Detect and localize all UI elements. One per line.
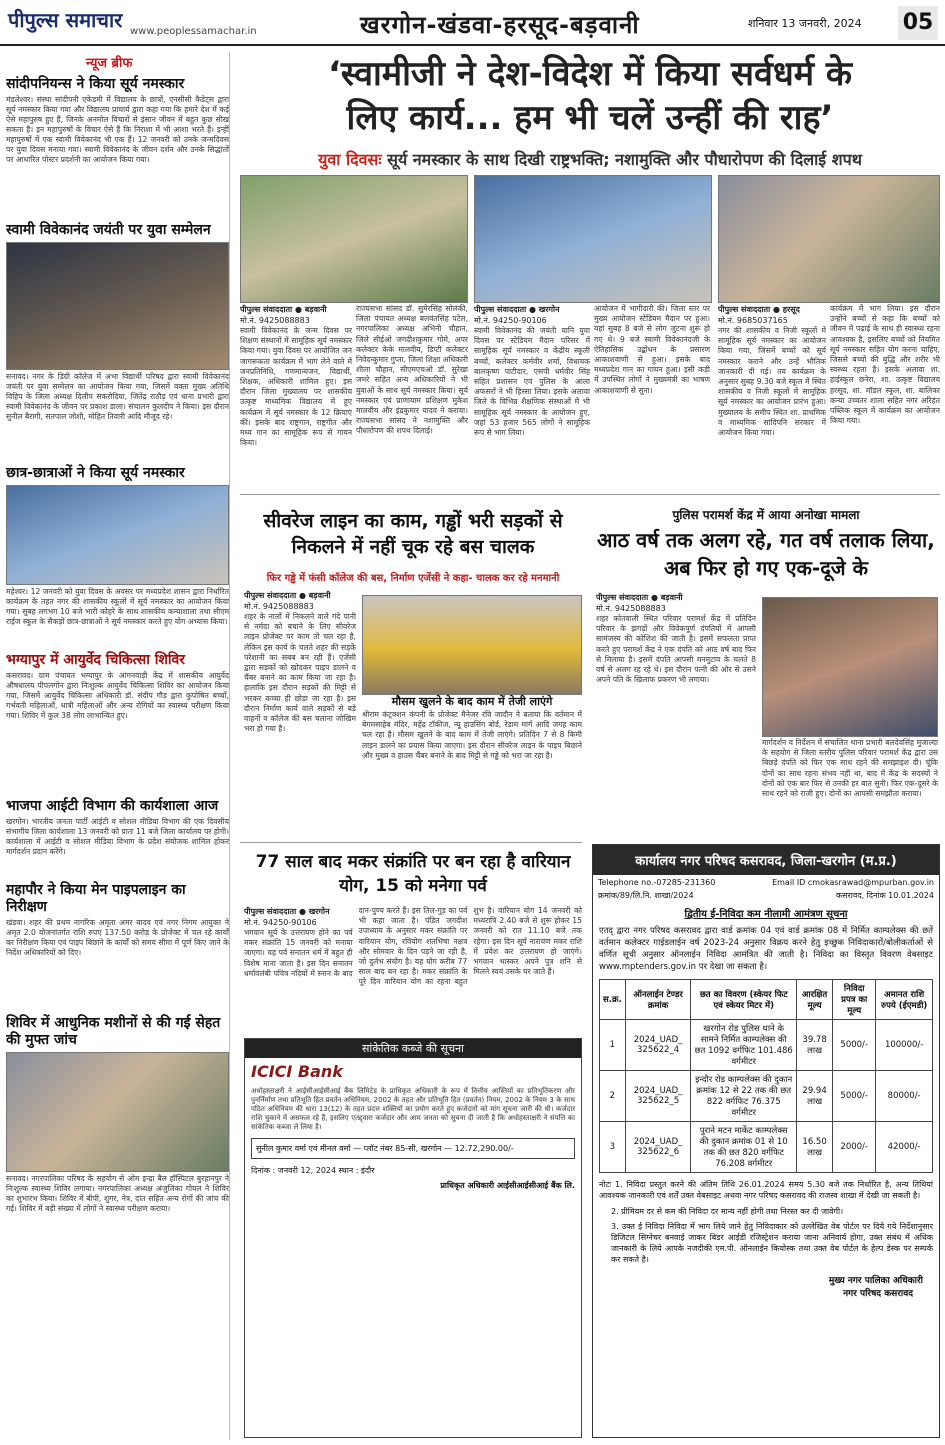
table-cell: 100000/- [876, 1020, 933, 1071]
table-cell: 1 [600, 1020, 626, 1071]
lead-photo-barwani [240, 175, 468, 303]
brief-title: भग्यापुर में आयुर्वेद चिकित्सा शिविर [6, 652, 185, 668]
lead-sub-highlight: युवा दिवसः [318, 150, 382, 169]
tender-note-3: 3. उक्त ई निविदा निविदा में भाग लिये जाने हेतु निविदाकार को उल्लेखित वेब पोर्टल पर दिये गये निर्देशानुसार डिजिटल सिग्नेचर बनवाई जाकर बिडर आईडी रजिस्ट्रेशन कराया जाना अनिवार्य होगा, उक्त संबंध में अधिक जानकारी के लिये आपके नजदीकी एम.पी. ऑनलाईन कियोस्क तथा उक्त वेब पोर्टल के हेल्प डेस्क पर सम्पर्क कर सकते है। [611, 1222, 933, 1264]
col-header: ऑनलाईन टेण्डर क्रमांक [625, 980, 691, 1020]
tender-notice [592, 844, 940, 1438]
lead-col-5 [718, 304, 826, 484]
col-header: आरक्षित मूल्य [797, 980, 833, 1020]
brief-title: सांदीपनियन्स ने किया सूर्य नमस्कार [6, 76, 185, 92]
mobile-number: मो.नं. 9425088883 [596, 604, 666, 613]
mobile-number: मो.नं. 9685037165 [718, 316, 788, 325]
lead-col-3 [474, 304, 590, 484]
brief-body: खंडवा। शहर की प्रथम नागरिक अमृता अमर यादव एवं नगर निगम आयुक्त ने अमृत 2.0 योजनांतर्गत राशि रुपए 137.50 करोड़ के प्रोजेक्ट में चल रहे कार्यों का निरीक्षण किया एवं पाइप बिछाने के कार्यों को समय सीमा में पूर्ण किए जाने के निर्देश अधिकारियों को दिए। [6, 918, 229, 957]
icici-notice-title: सांकेतिक कब्जे की सूचना [245, 1039, 581, 1058]
tender-ref [593, 890, 939, 904]
byline: पीपुल्स संवाददाता ● बड़वानी [244, 591, 331, 600]
tender-table-header [600, 980, 933, 1020]
tender-tel: Telephone no.-07285-231360 [598, 878, 716, 887]
lead-photo-khargone [474, 175, 712, 303]
brief-title: महापौर ने किया मेन पाइपलाइन का निरीक्षण [6, 882, 186, 915]
brief-body: सनावद। नगर के डिग्री कॉलेज में अभा विद्यार्थी परिषद द्वारा स्वामी विवेकानंद जयंती पर युवा सम्मेलन का आयोजन किया गया, जिसमें वक्ता मुख्य अतिथि विहिप के जिला अध्यक्ष दिलीप सकरोदिया, जितेंद्र राठौड़ एवं थाना प्रभारी द्वारा स्वामी विवेकानंद के जीवन पर प्रकाश डाला। संचालन कुलदीप ने किया। इस दौरान सुनील बैरागी, सतपाल जोशी, मोहित तिवारी आदि मौजूद रहे। [6, 372, 229, 421]
divider [240, 842, 582, 843]
brief-title: शिविर में आधुनिक मशीनों से की गई सेहत की मुफ्त जांच [6, 1015, 221, 1048]
table-cell: 29.94 लाख [797, 1071, 833, 1122]
table-cell: 80000/- [876, 1071, 933, 1122]
issue-date: शनिवार 13 जनवरी, 2024 [748, 17, 862, 30]
table-cell: 2000/- [833, 1122, 876, 1173]
sewer-deck: फिर गड्ढे में फंसी कॉलेज की बस, निर्माण एजेंसी ने कहा- चालक कर रहे मनमानी [266, 573, 560, 584]
icici-signatory: प्राधिकृत अधिकारी आईसीआईसीआई बैंक लि. [440, 1181, 575, 1190]
table-cell: 2 [600, 1071, 626, 1122]
tender-note-1: नोटः 1. निविदा प्रस्तुत करने की अंतिम तिथि 26.01.2024 समय 5.30 बजे तक निर्धारित है, अन्य तिथियां आवश्यक जानकारी एवं शर्तें उक्त वेबसाइट अथवा नगर परिषद कसरावद की राजस्व शाखा में देखी जा सकती है। [599, 1180, 933, 1200]
byline: पीपुल्स संवाददाता ● बड़वानी [596, 593, 683, 602]
table-row [600, 1071, 933, 1122]
mobile-number: मो.नं. 94250-90106 [474, 316, 547, 325]
byline: पीपुल्स संवाददाता ● खरगोन [244, 907, 330, 916]
tender-ref-date: कसरावद, दिनांक 10.01.2024 [835, 891, 934, 900]
table-cell: 42000/- [876, 1122, 933, 1173]
icici-table-row: सुनील कुमार वर्मा एवं मीनल वर्मा — प्लॉट नंबर 85-सी, खरगोन — 12.72,290.00/- [251, 1138, 575, 1159]
mobile-number: मो.नं. 9425088883 [240, 316, 310, 325]
col-header: स.क्र. [600, 980, 626, 1020]
brief-body: कसरावद। ग्राम पंचायत भग्यापुर के आंगनवाड़ी केंद्र में शासकीय आयुर्वेद औषधालय पीपलगोन द्वारा निःशुल्क आयुर्वेद चिकित्सा शिविर का आयोजन किया गया, जिसमें आयुर्वेद चिकित्सा अधिकारी डॉ. संदीप गौड़ द्वारा कुपोषित बच्चों, गर्भवती महिलाओं, धात्री महिलाओं और अन्य रोगियों का स्वास्थ्य परीक्षण किया गया। शिविर में कुल 38 लोग लाभान्वित हुए। [6, 671, 229, 720]
family-col-1 [596, 592, 756, 836]
brief-title: छात्र-छात्राओं ने किया सूर्य नमस्कार [6, 465, 185, 481]
news-brief-tag: न्यूज ब्रीफ [86, 53, 132, 71]
article-body: स्वामी विवेकानंद की जयंती यानि युवा दिवस पर स्टेडियम मैदान परिसर में सामूहिक सूर्य नमस्कार व केंद्रीय स्कूली बच्चों, कलेक्टर कर्मवीर शर्मा, विधायक बालकृष्ण पाटीदार, एसपी धर्मवीर सिंह सहित प्रशासन एवं पुलिस के आला अफसरों ने भी हिस्सा लिया। इसके अलावा जिले के विभिन्न शैक्षणिक संस्थाओं में भी सामूहिक सूर्य नमस्कार के आयोजन हुए, जहां 53 हजार 565 लोगों ने सामूहिक रूप से भाग लिया। [474, 326, 590, 438]
sewer-bus-photo [362, 595, 582, 695]
table-cell: पुराने मटन मार्केट काम्पलेक्स की दुकान क्रमांक 01 से 10 तक की छत 820 वर्गफिट 76.208 वर्गमीटर [691, 1122, 797, 1173]
lead-photo-harsud [718, 175, 940, 303]
mobile-number: मो.नं. 9425088883 [244, 602, 314, 611]
table-cell: खरगोन रोड पुलिस थाने के सामने निर्मित काम्पलेक्स की छत 1092 वर्गफिट 101.486 वर्गमीटर [691, 1020, 797, 1071]
byline: पीपुल्स संवाददाता ● हरसूद [718, 305, 800, 314]
article-body: शहर के नालों में निकलने वाले गंदे पानी से नर्मदा को बचाने के लिए सीवरेज लाइन प्रोजेक्ट पर काम तो चल रहा है, लेकिन इस कार्य के चलते शहर की सड़कें परेशानी का सबब बन रही हैं। एजेंसी द्वारा सड़कों को खोदकर पाइप डालने व चैंबर बनाने का काम किया जा रहा है। हालांकि इस दौरान सड़कों की मिट्टी से भरकर कच्चा ही छोड़ा जा रहा है। इस दौरान निर्माण कार्य वाले सड़कों से बड़े वाहनों व कॉलेज की बस चलाना जोखिम भरा हो गया है। [244, 612, 356, 734]
tender-signer-1: मुख्य नगर पालिका अधिकारी [828, 1276, 923, 1286]
icici-logo: ICICI Bank [251, 1062, 343, 1081]
table-cell: इन्दौर रोड काम्पलेक्स की दुकान क्रमांक 12 से 22 तक की छत 822 वर्गफिट 76.375 वर्गमीटर [691, 1071, 797, 1122]
brief-body: सनावद। नगरपालिका परिषद के सहयोग से ओम इन्द्रा बैल हॉस्पिटल बुरहानपुर ने निःशुल्क स्वास्थ्य शिविर लगाया। नगरपालिका अध्यक्ष अंजुलिका गोयल ने शिविर का शुभारंभ किया। शिविर में बीपी, शुगर, नेत्र, दांत सहित अन्य रोगों की जांच की गई। शिविर में बड़ी संख्या में लोगों ने स्वास्थ्य परीक्षण कराया। [6, 1174, 229, 1213]
makar-col [244, 906, 582, 1032]
tender-signer-2: नगर परिषद कसरावद [843, 1289, 913, 1299]
sewer-photo-caption: मौसम खुलने के बाद काम में तेजी लाएंगे [391, 695, 553, 708]
sewer-body-2: श्रीराम कंट्रक्शन कंपनी के प्रोजेक्ट मैनेजर रवि जादौन ने बताया कि वर्तमान में बेगमसाहेब मंदिर, महेंद्र टॉकीज, न्यू हाउसिंग बोर्ड, रेडाम मार्ग आदि जगह काम चल रहा है। मौसम खुलने के बाद काम में तेजी लाएंगे। प्रतिदिन 7 से 8 किमी लाइन डालने का प्रयास किया जाएगा। इस दौरान सीवरेज लाइन के पाइप बिछाने और मुख्य व हाउस चैंबर बनाने के बाद मिट्टी से गड्ढे को भरा जा रहा है। [362, 710, 582, 760]
lead-col-2 [356, 304, 468, 484]
icici-date: दिनांक : जनवरी 12, 2024 स्थान : इंदौर [251, 1166, 375, 1175]
icici-body: अधोहस्ताक्षरी ने आईसीआईसीआई बैंक लिमिटेड के प्राधिकृत अधिकारी के रूप में वित्तीय आस्तियों का प्रतिभूतिकरण और पुनर्निर्माण तथा प्रतिभूति हित प्रवर्तन अधिनियम, 2002 के तहत और प्रतिभूति हित (प्रवर्तन) नियम, 2002 के नियम 3 के साथ पठित अधिनियम की धारा 13(12) के तहत प्रदत्त शक्तियों का प्रयोग करते हुए कर्जदारों को मांग सूचना जारी की थी। कर्जदार राशि चुकाने में असफल रहे हैं, इसलिए एतद्द्वारा कर्जदार और आम जनता को सूचना दी जाती है कि अधोहस्ताक्षरी ने संपत्ति का सांकेतिक कब्जा ले लिया है। [251, 1087, 575, 1131]
lead-headline-line2: लिए कार्य... हम भी चलें उन्हीं की राह’ [346, 98, 834, 138]
brief-body: मंडलेश्वर। संस्था सांदीपनी एकेडमी में विद्यालय के छात्रों, एनसीसी कैडेट्स द्वारा सूर्य नमस्कार किया गया और विद्यालय प्राचार्य द्वारा कहा गया कि हमारे देश में कई ऐसे महापुरुष हुए हैं, जिनके अनमोल विचारों से इंसान जीवन में बहुत कुछ सीख सकता है। इन महापुरुषों के विचार ऐसे हैं कि निराशा में भी आशा भरते हैं। इन्हीं महापुरुषों में एक स्वामी विवेकानंद भी एक हैं। 12 जनवरी को उनके जन्मदिवस पर युवा दिवस मनाया गया। स्वामी विवेकानंद के जीवन दर्शन और उनके सिद्धांतों पर आधारित पोस्टर प्रदर्शनी का आयोजन किया गया। [6, 95, 229, 164]
tender-office: कार्यालय नगर परिषद कसरावद, जिला-खरगोन (म.प्र.) [593, 845, 939, 875]
table-cell: 2024_UAD_ 325622_6 [625, 1122, 691, 1173]
article-body: स्वामी विवेकानंद के जन्म दिवस पर शिक्षण संस्थानों में सामूहिक सूर्य नमस्कार किया गया। युवा दिवस पर आयोजित जन जागरूकता कार्यक्रम में भाग लेने वाले में जनप्रतिनिधि, गणमान्यजन, विद्यार्थी, शिक्षक, अधिकारी शामिल हुए। इस दौरान जिला मुख्यालय पर शासकीय उत्कृष्ट माध्यमिक विद्यालय में हुए कार्यक्रम में सूर्य नमस्कार के 12 क्रियाएं कीं। इसके बाद राष्ट्रगान, राष्ट्रगीत और मध्य गान का सामूहिक रूप से गायन किया। [240, 326, 352, 448]
col-header: अमानत राशि रुपये (ईएमडी) [876, 980, 933, 1020]
col-header: निविदा प्रपत्र का मूल्य [833, 980, 876, 1020]
article-body: नगर की शासकीय व निजी स्कूलों में सामूहिक सूर्य नमस्कार का आयोजन किया गया, जिसमें बच्चों को सूर्य नमस्कार कराने और उन्हें भौतिक जानकारी दी गई। तय कार्यक्रम के अनुसार सुबह 9.30 बजे स्कूल में स्थित शासकीय व निजी स्कूलों में सामूहिक सूर्य नमस्कार का आयोजन प्रारंभ हुआ। मुख्यालय के समीप स्थित शा. प्राथमिक व माध्यमिक सांदिपनि सरकार में आयोजन किया गया। [718, 326, 826, 438]
byline: पीपुल्स संवाददाता ● खरगोन [474, 305, 560, 314]
lead-headline [240, 52, 940, 140]
divider [240, 494, 940, 495]
family-body-2: मार्गदर्शन व निर्देशन में संचालित थाना प्रभारी बलदेवसिंह मुजाल्दा के सहयोग से जिला स्तरीय पुलिस परिवार परामर्श केंद्र द्वारा उस बिछड़े दंपति को फिर एक साथ रहने की समझाइश दी। चूंकि दोनों का साथ रहना संभव नहीं था, बाद में केंद्र के सदस्यों ने दोनों को एक बार फिर से उनकी हर बात सुनी। फिर एक-दूसरे के साथ रहने को राजी हुए। दोनों का आपसी समझौता कराया। [762, 738, 938, 799]
brief-body: खरगोन। भारतीय जनता पार्टी आईटी व सोशल मीडिया विभाग की एक दिवसीय संभागीय जिला कार्यशाला 13 जनवरी को प्रातः 11 बजे जिला कार्यालय पर होगी। कार्यशाला में आईटी व सोशल मीडिया विभाग के प्रदेश संयोजक शामिल होकर मार्गदर्शन प्रदान करेंगे। [6, 817, 229, 856]
lead-col-6 [830, 304, 940, 484]
website-url[interactable]: www.peoplessamachar.in [130, 26, 257, 37]
lead-col-1 [240, 304, 352, 484]
table-row [600, 1020, 933, 1071]
article-body: आयोजन में भागीदारी की। जिला स्तर पर मुख्य आयोजन स्टेडियम मैदान पर हुआ। यहां सुबह 8 बजे से लोग जुटना शुरू हो गए थे। 9 बजे स्वामी विवेकानंदजी के ऐतिहासिक उद्बोधन के प्रसारण आकाशवाणी से हुआ। इसके बाद मध्यप्रदेश गान का गायन हुआ। इसी कड़ी में उपस्थित लोगों ने मुख्यमंत्री का भाषण आकाशवाणी से सुना। [594, 304, 710, 395]
family-kicker: पुलिस परामर्श केंद्र में आया अनोखा मामला [672, 508, 860, 522]
tender-table-wrap [593, 976, 939, 1176]
col-header: छत का विवरण (स्केयर फिट एवं स्केयर मिटर में) [691, 980, 797, 1020]
tender-intro: एतद् द्वारा नगर परिषद कसरावद द्वारा वार्ड क्रमांक 04 एवं वार्ड क्रमांक 08 में निर्मित काम्पलेक्स की छतें वर्तमान कलेक्टर गाईडलाईन वर्ष 2023-24 अनुसार विक्रय करने हेतु इच्छुक निविदाकारों/बोलीकर्ताओं से वर्णित सूची अनुसार ऑनलाईन निविदा आमंत्रित की जाती है। निविदा का विस्तृत विवरण वेबसाइट www.mptenders.gov.in पर देखा जा सकता है। [599, 926, 933, 972]
sewer-col-1 [244, 590, 356, 836]
family-headline: आठ वर्ष तक अलग रहे, गत वर्ष तलाक लिया, अब फिर हो गए एक-दूजे के [597, 528, 935, 580]
article-body: भगवान सूर्य के उत्तरायण होने का पर्व मकर संक्रांति 15 जनवरी को मनाया जाएगा। यह पर्व सनातन धर्म में बहुत ही विशेष माना जाता है। इस दिन सनातन धर्मावलंबी पवित्र नदियों में स्नान के बाद दान-पुण्य करते हैं। इस तिल-गुड़ का पर्व भी कहा जाता है। पंडित जगदीश उपाध्याय के अनुसार मकर संक्रांति पर वारियान योग, रवियोग शतभिषा नक्षत्र और सोमवार के दिन पड़ने जा रही है, जो दुर्लभ संयोग है। यह योग करीब 77 साल बाद बन रहा है। मकर संक्रांति के पूरे दिन वारियान योग का रहना बहुत शुभ है। वारियान योग 14 जनवरी को मध्यरात्रि 2.40 बजे से शुरू होकर 15 जनवरी को रात 11.10 बजे तक रहेगा। इस दिन सूर्य नारायण मकर राशि में प्रवेश कर उत्तरायण हो जाएंगे। भगवान भास्कर अपने पुत्र शनि से मिलने स्वयं उसके घर जाते हैं। [244, 906, 582, 987]
brief-photo [6, 1052, 229, 1172]
brief-photo [6, 485, 229, 585]
brand-logo: पीपुल्स समाचार [8, 8, 123, 32]
tender-note-2: 2. प्रीमियम दर से कम की निविदा दर मान्य नहीं होगी तथा निरस्त कर दी जावेगी। [611, 1207, 844, 1216]
lead-sub-text: सूर्य नमस्कार के साथ दिखी राष्ट्रभक्ति; नशामुक्ति और पौधारोपण की दिलाई शपथ [387, 150, 862, 169]
table-row [600, 1122, 933, 1173]
byline: पीपुल्स संवाददाता ● बड़वानी [240, 305, 327, 314]
table-cell: 2024_UAD_ 325622_4 [625, 1020, 691, 1071]
section-title: खरगोन-खंडवा-हरसूद-बड़वानी [360, 11, 640, 39]
sewer-headline: सीवरेज लाइन का काम, गड्ढों भरी सड़कों से निकलने में नहीं चूक रहे बस चालक [263, 510, 563, 558]
table-cell: 5000/- [833, 1020, 876, 1071]
article-body: राज्यसभा सांसद डॉ. सुमेरसिंह सोलंकी, जिला पंचायत अध्यक्ष बलवंतसिंह पटेल, नगरपालिका अध्यक्ष अभिनी चौहान, जिले सीईओ जगदीशकुमार गोमे, अपर कलेक्टर केके मालवीय, डिप्टी कलेक्टर निवेदन्कुमार गुप्ता, जिला शिक्षा अधिकारी शीला चौहान, सीएमएचओ डॉ. सुरेखा जमरे सहित अन्य अधिकारियों ने भी युवाओं के साथ सूर्य नमस्कार किया। सूर्य नमस्कार एवं प्राणायाम प्रशिक्षण मुकेश मालवीय और इंद्रकुमार यादव ने कराया। राज्यसभा सांसद ने नशामुक्ति और पौधारोपण की शपथ दिलाई। [356, 304, 468, 436]
table-cell: 39.78 लाख [797, 1020, 833, 1071]
table-cell: 3 [600, 1122, 626, 1173]
table-cell: 16.50 लाख [797, 1122, 833, 1173]
article-body: कार्यक्रम में भाग लिया। इस दौरान उन्होंने बच्चों से कहा कि बच्चों को जीवन में पढ़ाई के साथ ही स्वास्थ्य रहना आवश्यक है, इसलिए बच्चों को नियमित सूर्य नमस्कार सहित योग करना चाहिए, जिससे बच्चों की बुद्धि और शरीर भी स्वस्थ्य रहता है। इसके अलावा शा. हाईस्कूल छनेरा, शा. उत्कृष्ट विद्यालय हरसूद, शा. मॉडल स्कूल, शा. बालिका कन्या उच्चतर शाला सहित नगर अरिहंत पब्लिक स्कूल में कार्यक्रम का आयोजन किया गया। [830, 304, 940, 426]
brief-body: महेश्वर। 12 जनवरी को युवा दिवस के अवसर पर मध्यप्रदेश शासन द्वारा निर्धारित कार्यक्रम के तहत नगर की शासकीय स्कूलों में सूर्य नमस्कार का आयोजन किया गया। सुबह लगभग 10 बजे भारी कोहरे के साथ शासकीय कन्याशाला तथा सीएम राईज स्कूल के सैकड़ों छात्र-छात्राओं ने सूर्य नमस्कार करते हुए योग अभ्यास किया। [6, 587, 229, 626]
tender-table [599, 979, 933, 1173]
lead-headline-line1: ‘स्वामीजी ने देश-विदेश में किया सर्वधर्म के [327, 54, 853, 94]
brief-title: भाजपा आईटी विभाग की कार्यशाला आज [6, 798, 219, 814]
article-body: शहर कोतवाली स्थित परिवार परामर्श केंद्र में प्रतिदिन परिवार के झगड़ों और विवेकपूर्ण दंपतियों में आपसी सामंजस्य की कोशिश की जाती है। इसमें सफलता प्राप्त करते हुए परामर्श केंद्र ने एक दंपति को आठ वर्ष बाद फिर से मिलाया है। इसमें दंपति आपसी मनमुटाव के चलते 8 वर्ष से अलग रह रहे थे। इस दौरान पत्नी की ओर से उसने अपने पति के खिलाफ प्रकरण भी लगाया। [596, 614, 756, 685]
tender-email[interactable]: Email ID cmokasrawad@mpurban.gov.in [772, 878, 934, 887]
family-photo [762, 597, 938, 737]
icici-notice [244, 1038, 582, 1438]
news-brief-column [6, 52, 230, 1440]
lead-subheadline [240, 148, 940, 170]
lead-col-4 [594, 304, 710, 484]
page-number: 05 [898, 6, 938, 40]
tender-title: द्वितीय ई-निविदा कम नीलामी आमंत्रण सूचना [684, 909, 848, 920]
mobile-number: मो.नं. 94250-90106 [244, 918, 317, 927]
table-cell: 2024_UAD_ 325622_5 [625, 1071, 691, 1122]
brief-title: स्वामी विवेकानंद जयंती पर युवा सम्मेलन [6, 222, 211, 238]
brief-photo [6, 242, 229, 370]
tender-ref-no: क्रमांक/89/लि.नि. शाखा/2024 [598, 891, 694, 900]
table-cell: 5000/- [833, 1071, 876, 1122]
tender-contact [593, 875, 939, 890]
makar-headline: 77 साल बाद मकर संक्रांति पर बन रहा है वारियान योग, 15 को मनेगा पर्व [255, 852, 571, 896]
